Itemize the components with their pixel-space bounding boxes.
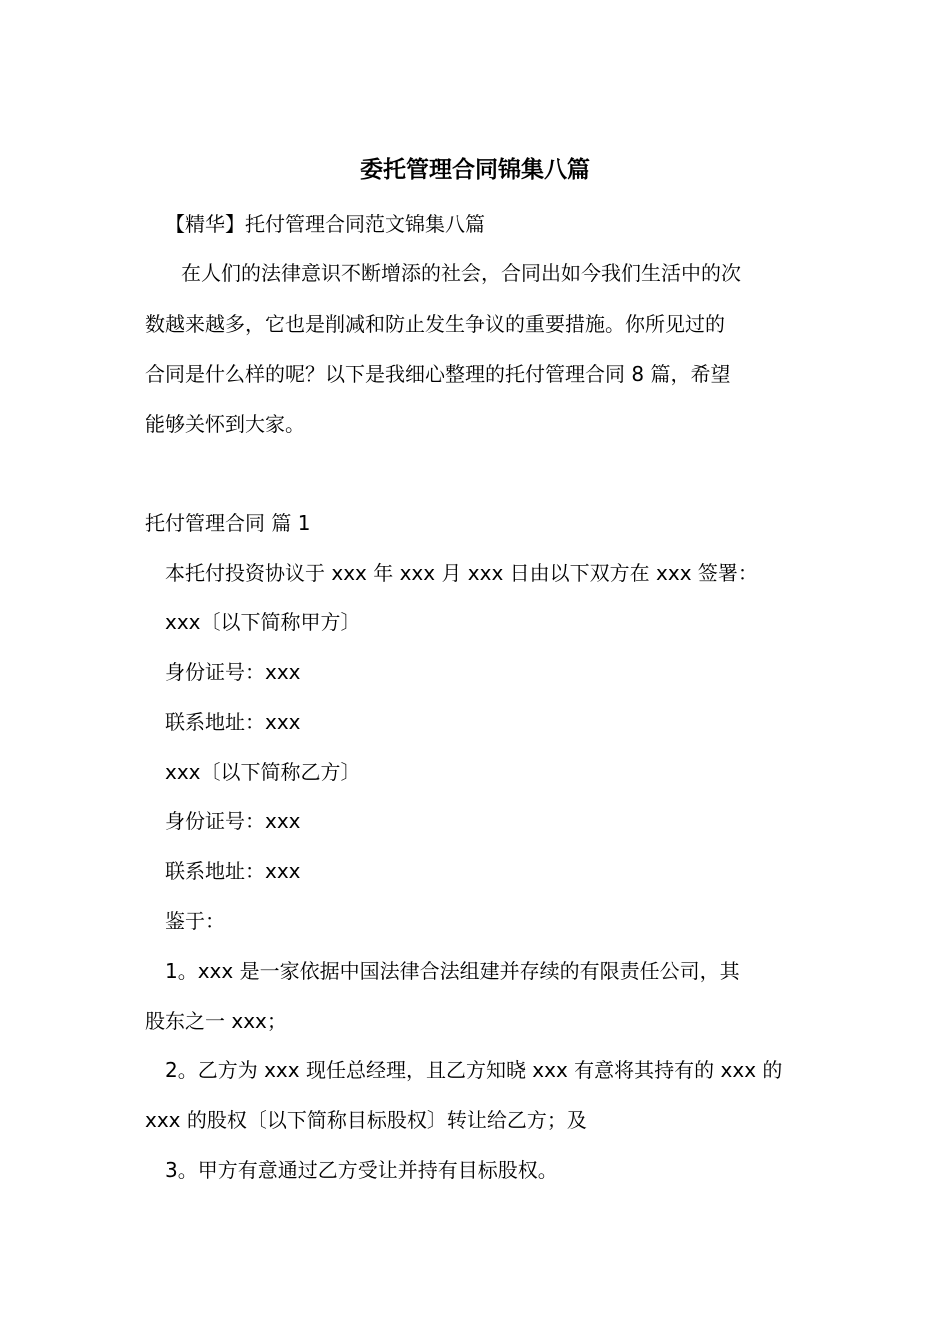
intro-line: 能够关怀到大家。 (145, 412, 305, 436)
intro-line: 在人们的法律意识不断增添的社会，合同出如今我们生活中的次 (181, 261, 741, 285)
body-line: 本托付投资协议于 xxx 年 xxx 月 xxx 日由以下双方在 xxx 签署： (165, 561, 758, 585)
body-line: xxx 的股权〔以下简称目标股权〕转让给乙方；及 (145, 1108, 587, 1132)
body-line: 鉴于： (165, 909, 225, 933)
body-line: xxx〔以下简称乙方〕 (165, 760, 361, 784)
body-line: 股东之一 xxx； (145, 1009, 287, 1033)
document-subtitle: 【精华】托付管理合同范文锦集八篇 (165, 212, 485, 236)
body-line: 联系地址：xxx (165, 859, 301, 883)
section-heading: 托付管理合同 篇 1 (145, 511, 311, 535)
body-line: 1。xxx 是一家依据中国法律合法组建并存续的有限责任公司，其 (165, 959, 740, 983)
intro-line: 数越来越多，它也是削减和防止发生争议的重要措施。你所见过的 (145, 312, 725, 336)
document-title: 委托管理合同锦集八篇 (360, 157, 590, 183)
body-line: 联系地址：xxx (165, 710, 301, 734)
intro-line: 合同是什么样的呢？以下是我细心整理的托付管理合同 8 篇，希望 (145, 362, 731, 386)
body-line: 2。乙方为 xxx 现任总经理，且乙方知晓 xxx 有意将其持有的 xxx 的 (165, 1058, 783, 1082)
body-line: 身份证号：xxx (165, 660, 301, 684)
body-line: 3。甲方有意通过乙方受让并持有目标股权。 (165, 1158, 558, 1182)
body-line: 身份证号：xxx (165, 809, 301, 833)
body-line: xxx〔以下简称甲方〕 (165, 610, 361, 634)
